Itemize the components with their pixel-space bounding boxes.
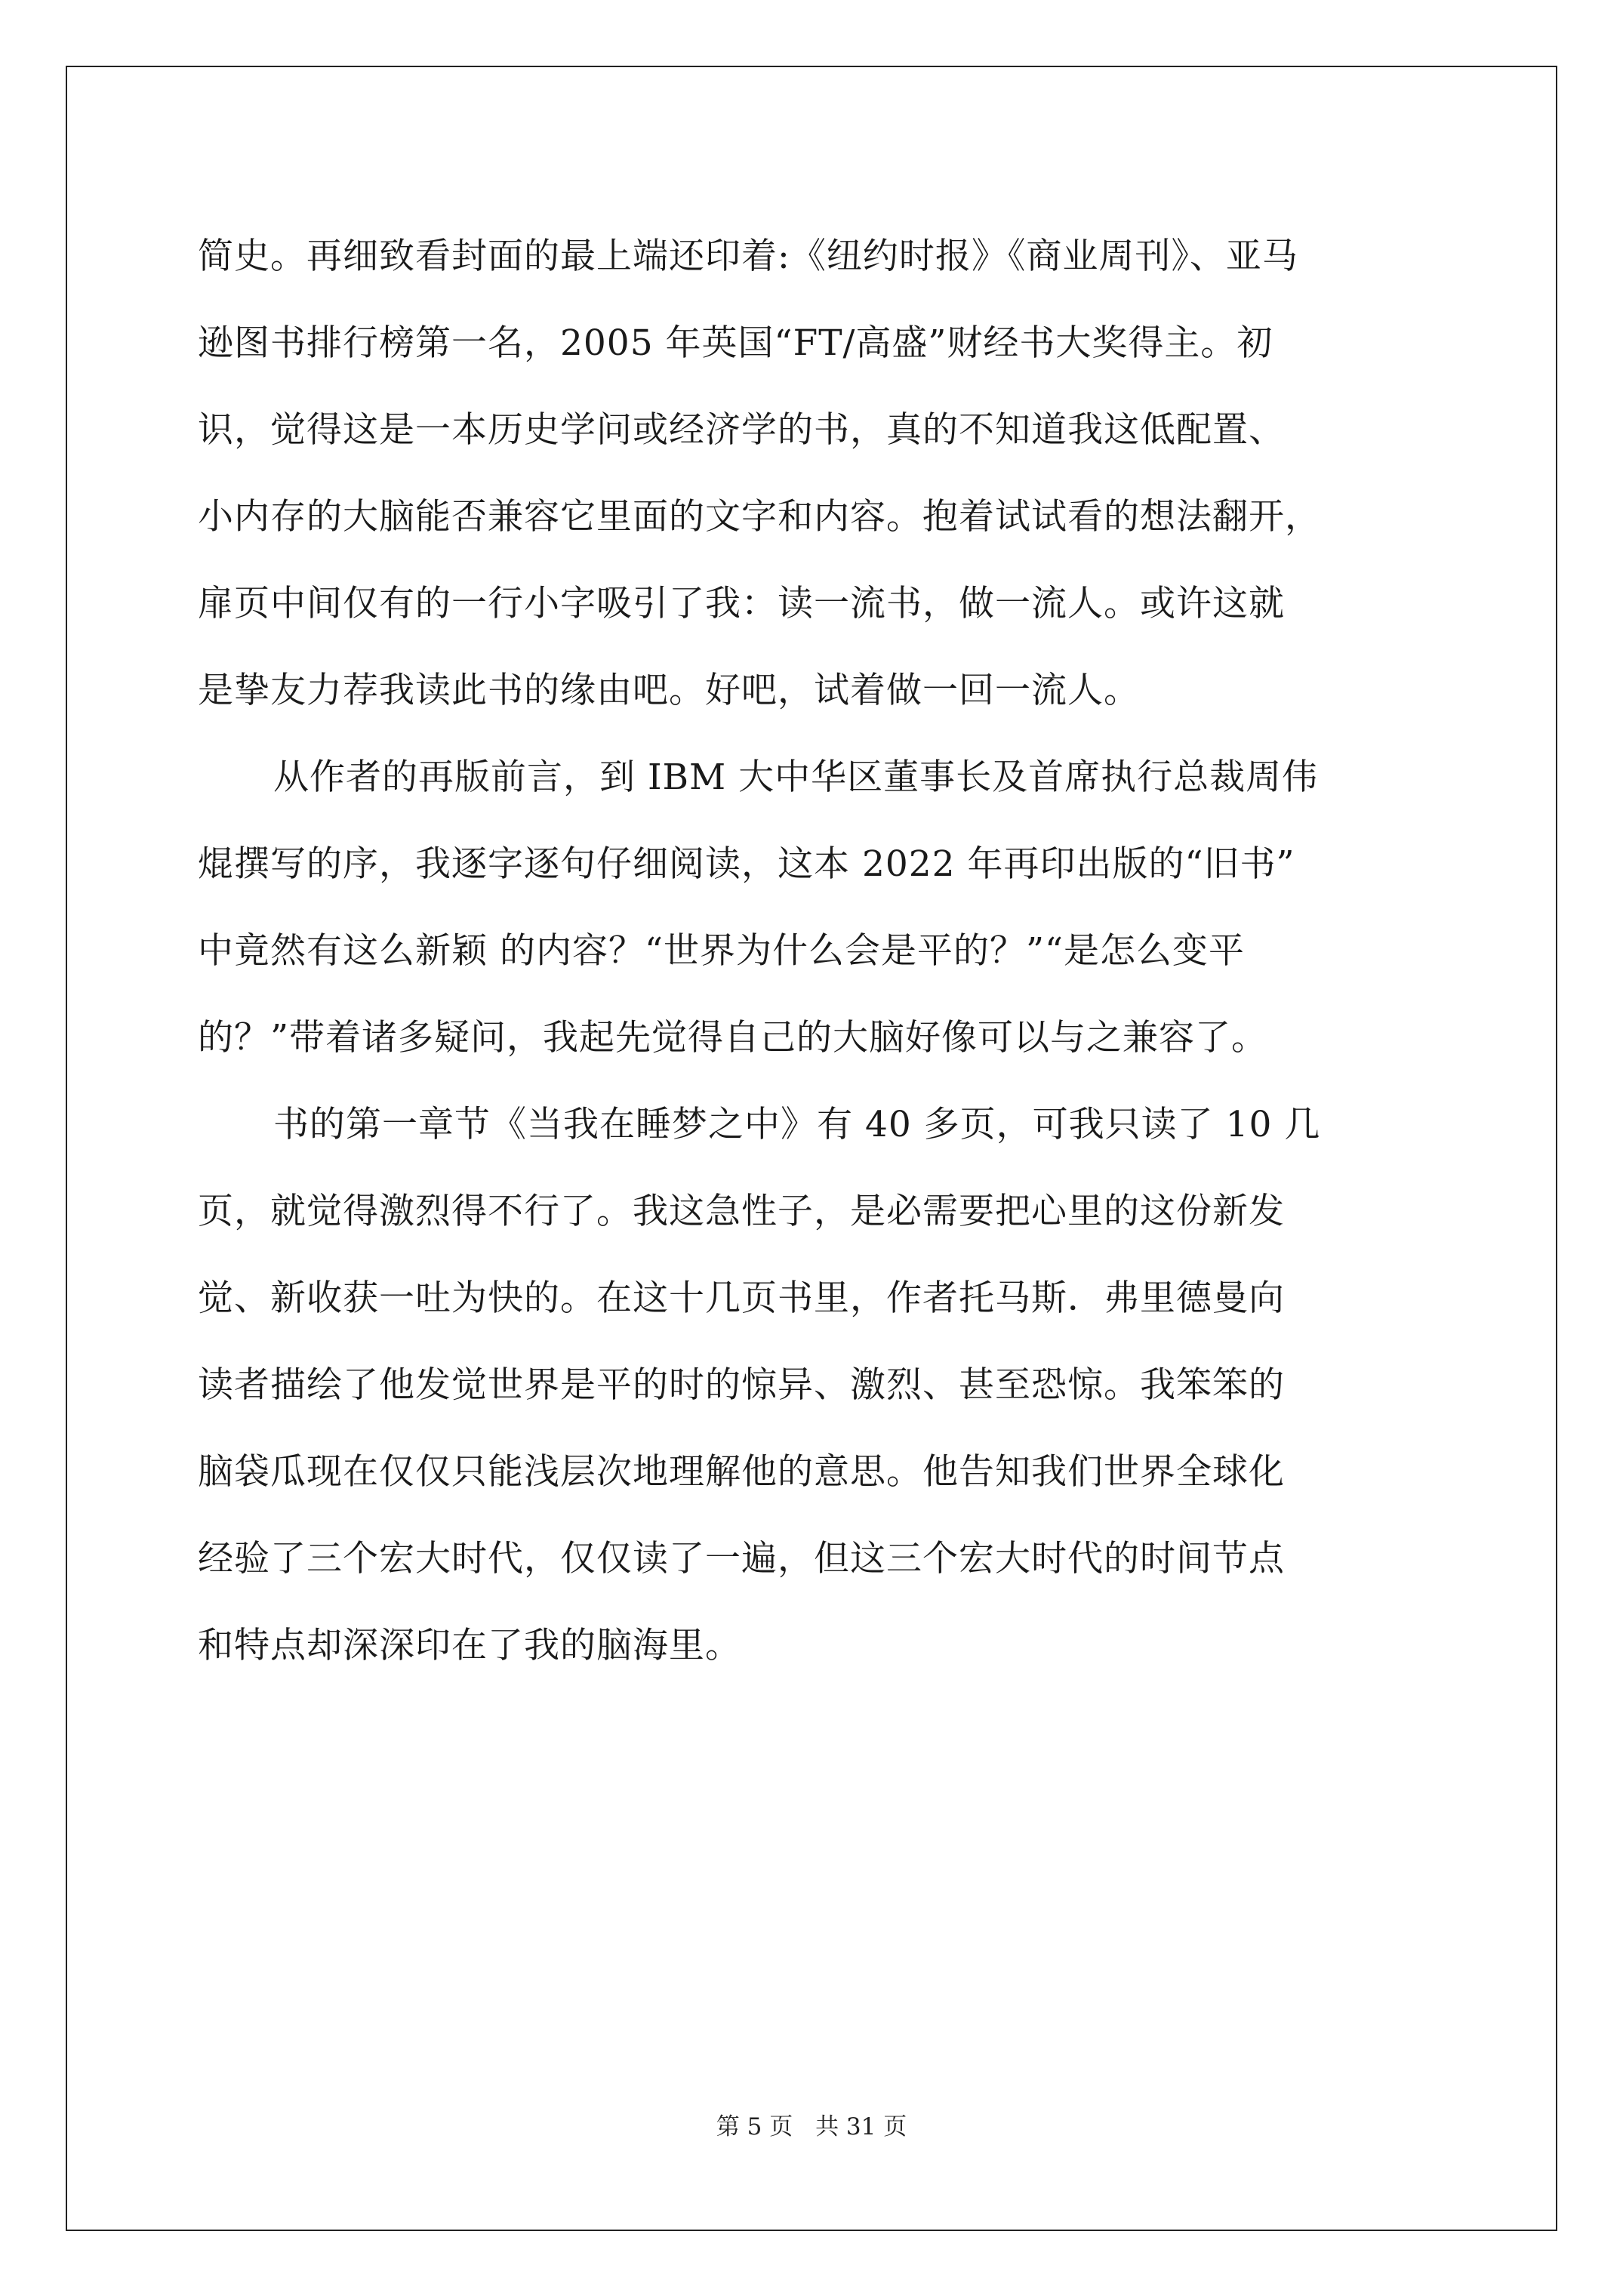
page-number: 第 5 页 [716, 2113, 793, 2140]
paragraph-start-line: 书的第一章节《当我在睡梦之中》有 40 多页，可我只读了 10 几 [273, 1104, 1321, 1145]
text-line: 经验了三个宏大时代，仅仅读了一遍，但这三个宏大时代的时间节点 [198, 1538, 1285, 1579]
page-footer [0, 2112, 1623, 2142]
text-line: 扉页中间仅有的一行小字吸引了我：读一流书，做一流人。或许这就 [198, 583, 1285, 624]
text-line: 简史。再细致看封面的最上端还印着:《纽约时报》《商业周刊》、亚马 [198, 236, 1298, 277]
text-line: 页，就觉得激烈得不行了。我这急性子，是必需要把心里的这份新发 [198, 1191, 1285, 1232]
text-line: 和特点却深深印在了我的脑海里。 [198, 1625, 741, 1666]
text-line: 识，觉得这是一本历史学问或经济学的书，真的不知道我这低配置、 [198, 409, 1285, 451]
text-line: 脑袋瓜现在仅仅只能浅层次地理解他的意思。他告知我们世界全球化 [198, 1451, 1285, 1493]
paragraph-start-line: 从作者的再版前言，到 IBM 大中华区董事长及首席执行总裁周伟 [273, 757, 1319, 798]
text-line: 是挚友力荐我读此书的缘由吧。好吧，试着做一回一流人。 [198, 670, 1140, 711]
document-body [198, 213, 1436, 1689]
page-total: 共 31 页 [815, 2113, 907, 2140]
text-line: 的？”带着诸多疑问，我起先觉得自己的大脑好像可以与之兼容了。 [198, 1017, 1268, 1059]
text-line: 读者描绘了他发觉世界是平的时的惊异、激烈、甚至恐惊。我笨笨的 [198, 1364, 1285, 1406]
text-line: 焜撰写的序，我逐字逐句仔细阅读，这本 2022 年再印出版的“旧书” [198, 843, 1295, 885]
text-line: 中竟然有这么新颖 的内容？“世界为什么会是平的？”“是怎么变平 [198, 930, 1246, 972]
text-line: 觉、新收获一吐为快的。在这十几页书里，作者托马斯．弗里德曼向 [198, 1277, 1285, 1319]
text-line: 逊图书排行榜第一名，2005 年英国“FT/高盛”财经书大奖得主。初 [198, 322, 1273, 364]
text-line: 小内存的大脑能否兼容它里面的文字和内容。抱着试试看的想法翻开， [198, 496, 1321, 538]
